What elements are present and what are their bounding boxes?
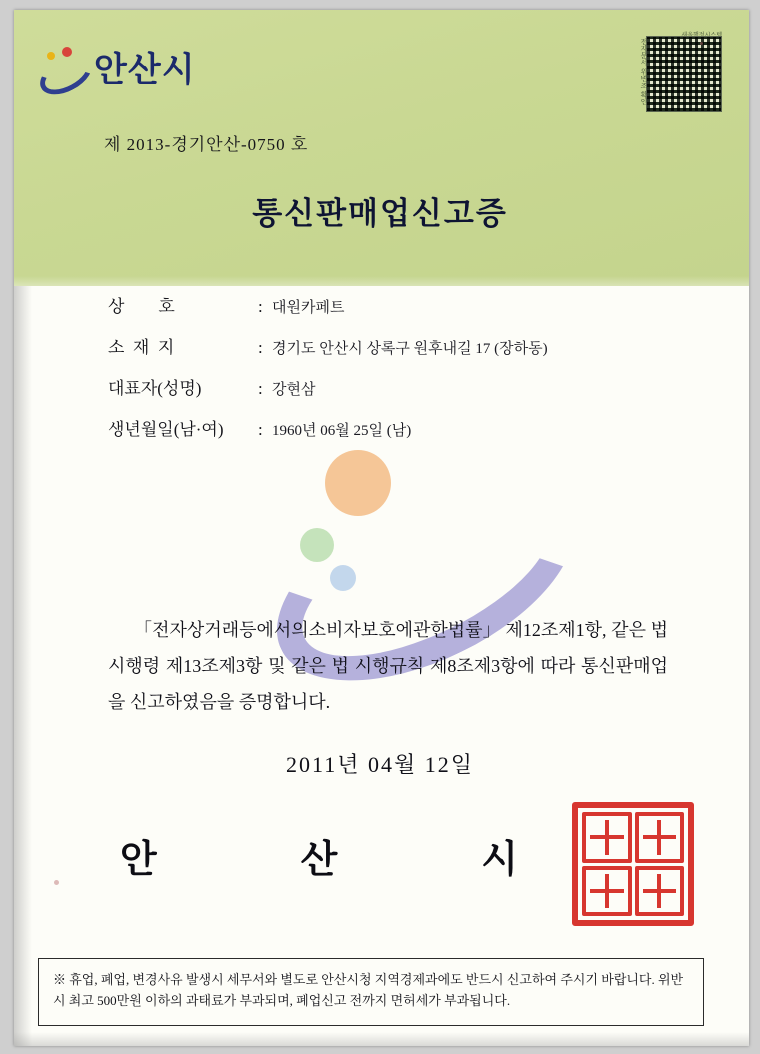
field-row xyxy=(108,292,668,317)
field-value: 강현삼 xyxy=(272,382,316,398)
field-colon: : xyxy=(258,379,263,398)
footer-note: ※ 휴업, 폐업, 변경사유 발생시 세무서와 별도로 안산시청 지역경제과에도 반드시 신고하여 주시기 바랍니다. 위반시 최고 500만원 이하의 과태료가 부과되며, 폐업신고 전까지 면허세가 부과됩니다. xyxy=(38,958,704,1026)
city-emblem-icon xyxy=(38,47,84,87)
body-paragraph: 「전자상거래등에서의소비자보호에관한법률」 제12조제1항, 같은 법 시행령 제13조제3항 및 같은 법 시행규칙 제8조제3항에 따라 통신판매업을 신고하였음을 증명합니다. xyxy=(108,620,668,712)
issuer-char: 안 xyxy=(120,839,159,881)
issuer-char: 산 xyxy=(300,839,340,881)
issuer-char: 시 xyxy=(481,839,520,881)
city-logo-text: 안산시 xyxy=(94,51,196,89)
official-seal-icon xyxy=(572,802,694,926)
field-label: 대표자(성명) xyxy=(108,379,202,398)
field-row xyxy=(108,415,668,440)
field-label: 상 호 xyxy=(108,297,175,316)
field-row xyxy=(108,333,668,358)
document-title: 통신판매업신고증 xyxy=(252,196,508,231)
scan-shadow-bottom xyxy=(14,1032,749,1046)
qr-code-icon xyxy=(646,36,722,112)
issue-date: 2011년 04월 12일 xyxy=(286,752,474,777)
field-value: 1960년 06월 25일 (남) xyxy=(272,423,412,439)
scan-speckle xyxy=(54,880,59,885)
qr-side-label: 전자문서 위변조 확인 xyxy=(640,38,647,105)
field-colon: : xyxy=(258,420,263,439)
field-value: 경기도 안산시 상록구 원후내길 17 (장하동) xyxy=(272,341,548,357)
field-colon: : xyxy=(258,297,263,316)
field-value: 대원카페트 xyxy=(272,300,345,316)
field-row xyxy=(108,374,668,399)
issuer-name xyxy=(120,828,520,883)
scan-speckle xyxy=(700,42,703,45)
field-label: 소 재 지 xyxy=(108,338,175,357)
city-logo xyxy=(38,42,196,91)
field-list xyxy=(108,292,668,456)
field-colon: : xyxy=(258,338,263,357)
field-label: 생년월일(남·여) xyxy=(108,420,224,439)
document-number: 제 2013-경기안산-0750 호 xyxy=(104,135,309,154)
